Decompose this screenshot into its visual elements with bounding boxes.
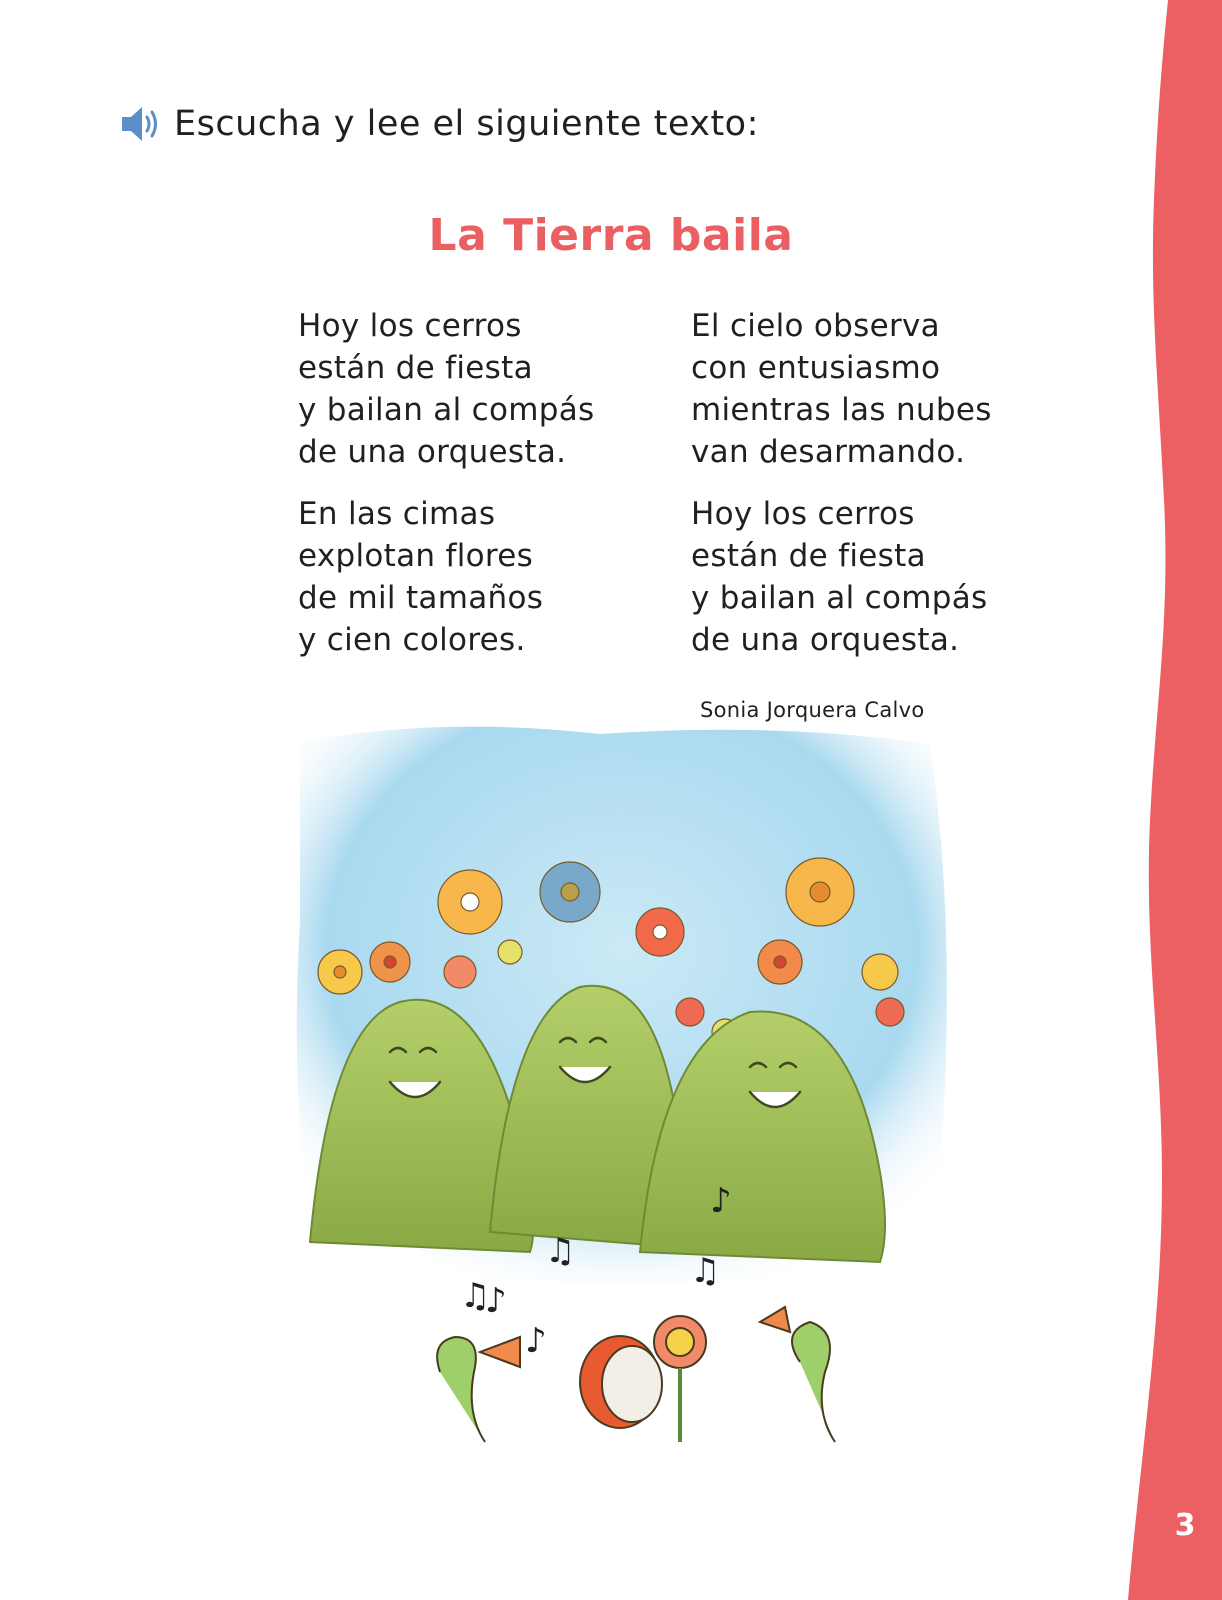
stanza-3 — [691, 305, 992, 473]
instruction — [120, 98, 759, 150]
verse-line: En las cimas — [298, 496, 496, 532]
svg-text:♪: ♪ — [485, 1281, 507, 1321]
svg-text:♪: ♪ — [710, 1181, 732, 1221]
instruction-text: Escucha y lee el siguiente texto: — [174, 104, 759, 144]
svg-text:♫: ♫ — [690, 1251, 721, 1291]
stanza-1 — [298, 305, 595, 473]
verse-line: explotan flores — [298, 538, 534, 574]
svg-text:♫: ♫ — [545, 1231, 576, 1271]
verse-line: Hoy los cerros — [691, 496, 915, 532]
page-number: 3 — [1174, 1508, 1196, 1543]
stanza-2 — [298, 493, 543, 661]
verse-line: están de fiesta — [691, 538, 926, 574]
music-band — [437, 1307, 835, 1442]
verse-line: El cielo observa — [691, 308, 940, 344]
verse-line: y cien colores. — [298, 622, 526, 658]
verse-line: de mil tamaños — [298, 580, 544, 616]
verse-line: de una orquesta. — [691, 622, 960, 658]
hills — [310, 986, 885, 1262]
verse-line: y bailan al compás — [691, 580, 988, 616]
verse-line: con entusiasmo — [691, 350, 941, 386]
stanza-4 — [691, 493, 988, 661]
poem-author: Sonia Jorquera Calvo — [700, 698, 925, 722]
speaker-icon[interactable] — [120, 104, 162, 144]
svg-text:♪: ♪ — [525, 1321, 547, 1361]
svg-text:♫: ♫ — [460, 1276, 491, 1316]
poem-title: La Tierra baila — [428, 210, 794, 261]
verse-line: mientras las nubes — [691, 392, 992, 428]
dancing-hills-illustration — [280, 722, 960, 1492]
verse-line: y bailan al compás — [298, 392, 595, 428]
verse-line: van desarmando. — [691, 434, 966, 470]
verse-line: de una orquesta. — [298, 434, 567, 470]
verse-line: están de fiesta — [298, 350, 533, 386]
verse-line: Hoy los cerros — [298, 308, 522, 344]
